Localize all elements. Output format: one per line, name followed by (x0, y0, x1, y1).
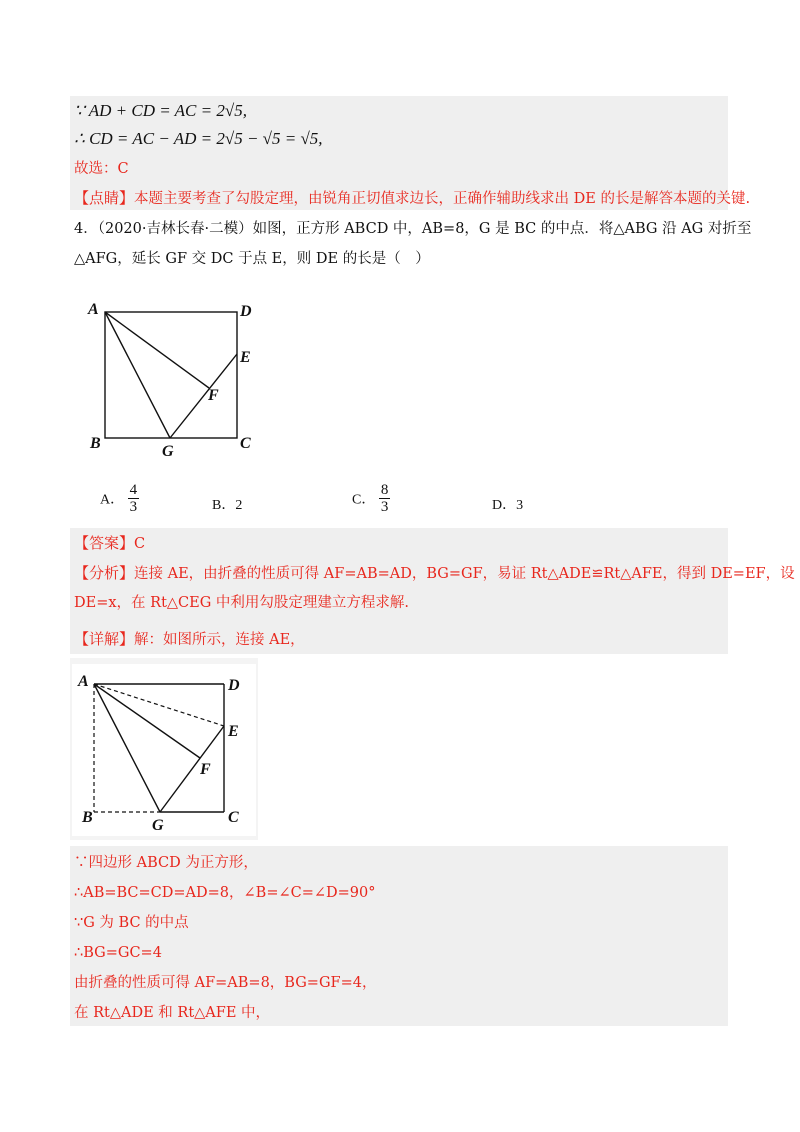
top-choice: 故选：C (74, 161, 129, 177)
option-c[interactable] (352, 482, 390, 515)
label-d: D (240, 303, 252, 320)
segment-af (105, 312, 209, 388)
detail-label-d: D (228, 677, 240, 694)
detail-label-f: F (200, 761, 211, 778)
option-d[interactable] (492, 494, 523, 514)
option-c-num: 8 (380, 482, 389, 498)
label-e: E (240, 349, 251, 366)
option-b-value: 2 (235, 498, 243, 513)
question-figure (80, 296, 270, 466)
solution-line-2: ∴AB=BC=CD=AD=8，∠B=∠C=∠D=90° (74, 885, 376, 901)
comment-tag: 【点睛】 (74, 189, 135, 207)
comment-line (74, 187, 750, 210)
option-d-value: 3 (516, 498, 524, 513)
segment-ag (105, 312, 170, 438)
label-c: C (240, 435, 251, 452)
detail-label-c: C (228, 809, 239, 826)
option-b-letter: B． (212, 498, 236, 513)
square-abcd (105, 312, 237, 438)
option-b[interactable] (212, 494, 242, 514)
top-line-1: ∵ AD + CD = AC = 2√5, (74, 101, 247, 120)
option-a-den: 3 (129, 499, 138, 515)
option-a[interactable] (100, 482, 139, 515)
question-line-2: △AFG，延长 GF 交 DC 于点 E，则 DE 的长是（ ） (74, 251, 430, 267)
option-c-den: 3 (380, 499, 389, 515)
option-a-num: 4 (129, 482, 138, 498)
analysis-tag: 【分析】 (74, 564, 135, 582)
solution-line-3: ∵G 为 BC 的中点 (74, 915, 189, 931)
detail-label-e: E (228, 723, 239, 740)
option-a-letter: A． (100, 492, 125, 508)
analysis-line-1 (74, 562, 795, 585)
option-a-fraction (128, 482, 140, 515)
top-line-2: ∴ CD = AC − AD = 2√5 − √5 = √5, (74, 129, 323, 148)
answer-tag: 【答案】 (74, 534, 135, 552)
solution-line-1: ∵四边形 ABCD 为正方形， (74, 855, 258, 871)
question-line-1: 4．（2020·吉林长春·二模）如图，正方形 ABCD 中，AB=8，G 是 BC 的中点．将△ABG 沿 AG 对折至 (74, 221, 752, 237)
solution-line-6: 在 Rt△ADE 和 Rt△AFE 中， (74, 1005, 271, 1021)
option-c-letter: C． (352, 492, 376, 508)
label-b: B (90, 435, 101, 452)
option-c-fraction (379, 482, 391, 515)
solution-line-4: ∴BG=GC=4 (74, 945, 162, 961)
detail-tag: 【详解】 (74, 630, 135, 648)
detail-label-b: B (82, 809, 93, 826)
answer-line (74, 532, 145, 555)
detail-figure (72, 664, 262, 836)
detail-text: 解：如图所示，连接 AE， (134, 632, 305, 648)
answer-value: C (134, 536, 146, 552)
detail-label-a: A (78, 673, 89, 690)
analysis-text-1: 连接 AE，由折叠的性质可得 AF=AB=AD，BG=GF，易证 Rt△ADE≌Rt△AFE，得到 DE=EF，设 (134, 566, 795, 582)
label-a: A (88, 301, 99, 318)
detail-line (74, 628, 305, 651)
detail-label-g: G (152, 817, 164, 834)
analysis-line-2: DE=x，在 Rt△CEG 中利用勾股定理建立方程求解. (74, 595, 410, 611)
option-d-letter: D． (492, 498, 517, 513)
label-f: F (208, 387, 219, 404)
comment-text: 本题主要考查了勾股定理，由锐角正切值求边长，正确作辅助线求出 DE 的长是解答本题的关键. (134, 191, 751, 207)
label-g: G (162, 443, 174, 460)
solution-line-5: 由折叠的性质可得 AF=AB=8，BG=GF=4， (74, 975, 377, 991)
